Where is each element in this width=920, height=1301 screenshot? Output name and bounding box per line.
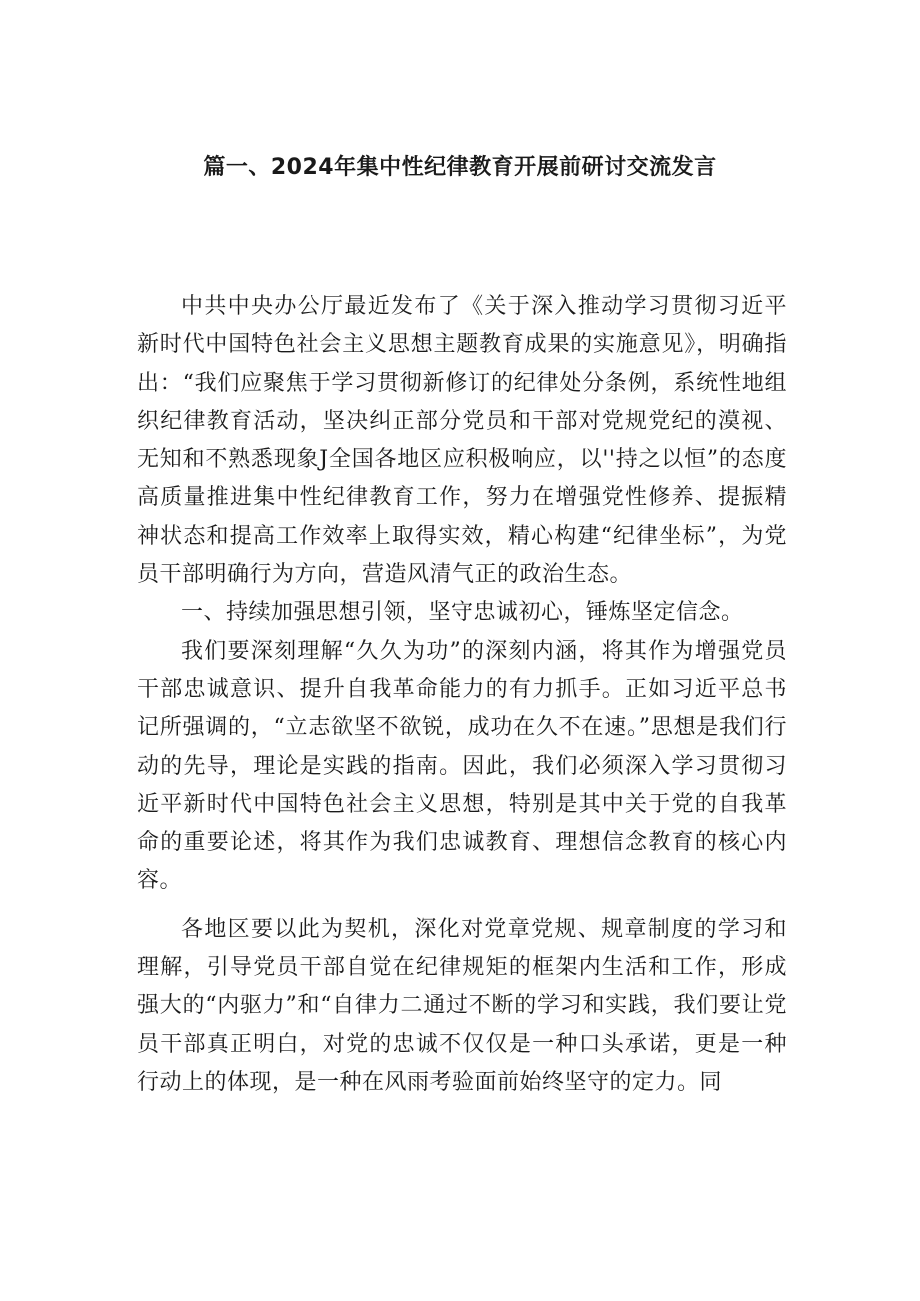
section-heading-one: 一、持续加强思想引领，坚守忠诚初心，锤炼坚定信念。 [181,600,744,626]
document-title: 篇一、2024年集中性纪律教育开展前研讨交流发言 [203,155,717,180]
paragraph-regions: 各地区要以此为契机，深化对党章党规、规章制度的学习和理解，引导党员干部自觉在纪律规矩的框架内生活和工作，形成强大的“内驱力”和“自律力二通过不断的学习和实践，我们要让党员干部真正明白，对党的忠诚不仅仅是一种口头承诺，更是一种行动上的体现，是一种在风雨考验面前始终坚守的定力。同 [137,916,787,1095]
document-body [137,288,787,1102]
paragraph-intro: 中共中央办公厅最近发布了《关于深入推动学习贯彻习近平新时代中国特色社会主义思想主题教育成果的实施意见》，明确指出：“我们应聚焦于学习贯彻新修订的纪律处分条例，系统性地组织纪律教育活动，坚决纠正部分党员和干部对党规党纪的漠视、无知和不熟悉现象J全国各地区应积极响应，以''持之以恒”的态度高质量推进集中性纪律教育工作，努力在增强党性修养、提振精神状态和提高工作效率上取得实效，精心构建“纪律坐标”，为党员干部明确行为方向，营造风清气正的政治生态。 [137,294,787,588]
paragraph-long-term-effort: 我们要深刻理解“久久为功”的深刻内涵，将其作为增强党员干部忠诚意识、提升自我革命能力的有力抓手。正如习近平总书记所强调的，“立志欲坚不欲锐，成功在久不在速。”思想是我们行动的先导，理论是实践的指南。因此，我们必须深入学习贯彻习近平新时代中国特色社会主义思想，特别是其中关于党的自我革命的重要论述，将其作为我们忠诚教育、理想信念教育的核心内容。 [137,638,787,894]
